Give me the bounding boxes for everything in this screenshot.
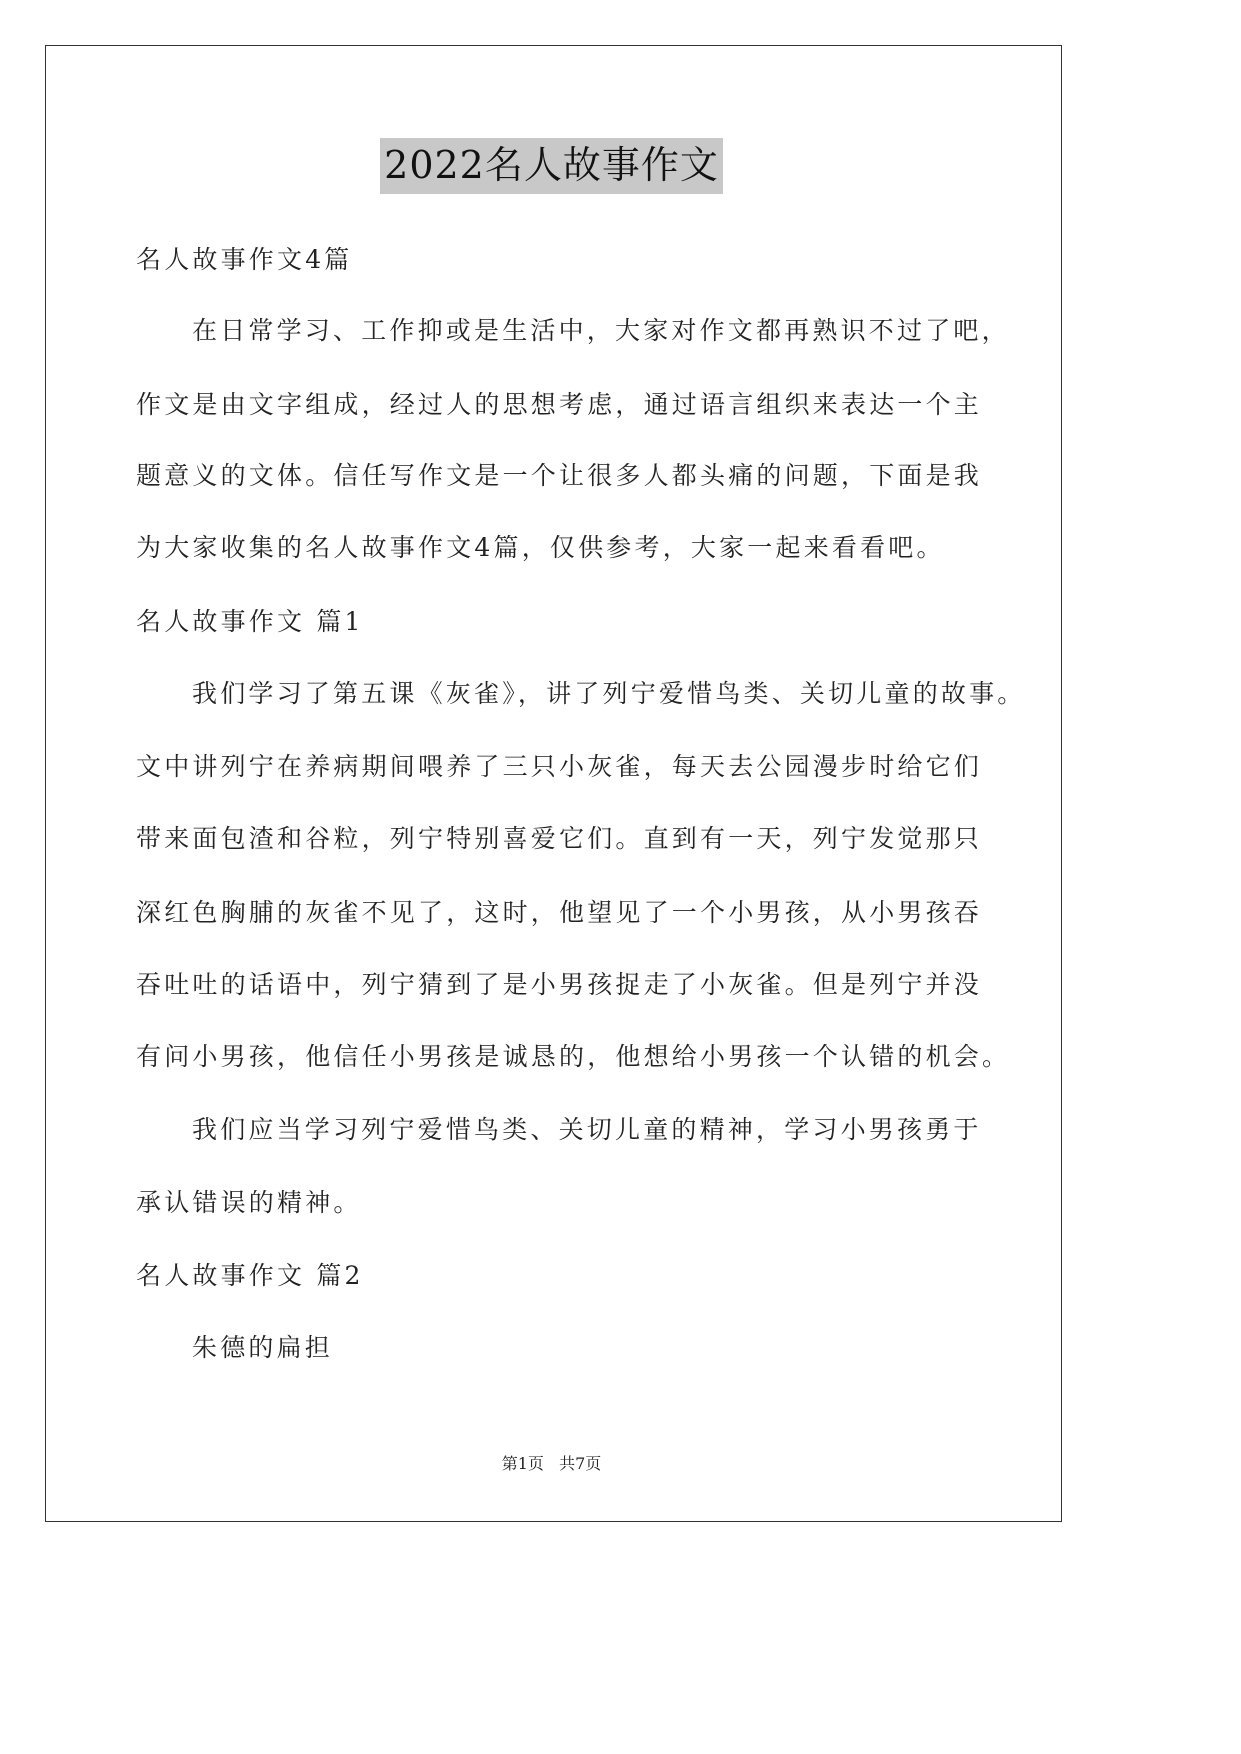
paragraph-line: 为大家收集的名人故事作文4篇，仅供参考，大家一起来看看吧。 (136, 533, 945, 562)
story-title: 朱德的扁担 (192, 1333, 334, 1362)
paragraph-line: 深红色胸脯的灰雀不见了，这时，他望见了一个小男孩，从小男孩吞 (136, 898, 983, 927)
paragraph-line: 带来面包渣和谷粒，列宁特别喜爱它们。直到有一天，列宁发觉那只 (136, 824, 983, 853)
paragraph-line: 文中讲列宁在养病期间喂养了三只小灰雀，每天去公园漫步时给它们 (136, 752, 983, 781)
paragraph-line: 在日常学习、工作抑或是生活中，大家对作文都再熟识不过了吧， (192, 316, 1010, 345)
paragraph-line: 我们学习了第五课《灰雀》，讲了列宁爱惜鸟类、关切儿童的故事。 (192, 679, 1026, 708)
paragraph-line: 承认错误的精神。 (136, 1188, 362, 1217)
title-container (0, 138, 1103, 194)
section-heading: 名人故事作文 篇2 (136, 1261, 364, 1290)
page-footer: 第1页 共7页 (501, 1454, 602, 1473)
section-heading: 名人故事作文 篇1 (136, 607, 364, 636)
document-title: 2022名人故事作文 (380, 138, 723, 194)
paragraph-line: 作文是由文字组成，经过人的思想考虑，通过语言组织来表达一个主 (136, 390, 983, 419)
paragraph-line: 有问小男孩，他信任小男孩是诚恳的，他想给小男孩一个认错的机会。 (136, 1042, 1011, 1071)
paragraph-line: 吞吐吐的话语中，列宁猜到了是小男孩捉走了小灰雀。但是列宁并没 (136, 970, 983, 999)
paragraph-line: 我们应当学习列宁爱惜鸟类、关切儿童的精神，学习小男孩勇于 (192, 1115, 982, 1144)
paragraph-line: 题意义的文体。信任写作文是一个让很多人都头痛的问题，下面是我 (136, 461, 983, 490)
subtitle-line: 名人故事作文4篇 (136, 245, 353, 274)
